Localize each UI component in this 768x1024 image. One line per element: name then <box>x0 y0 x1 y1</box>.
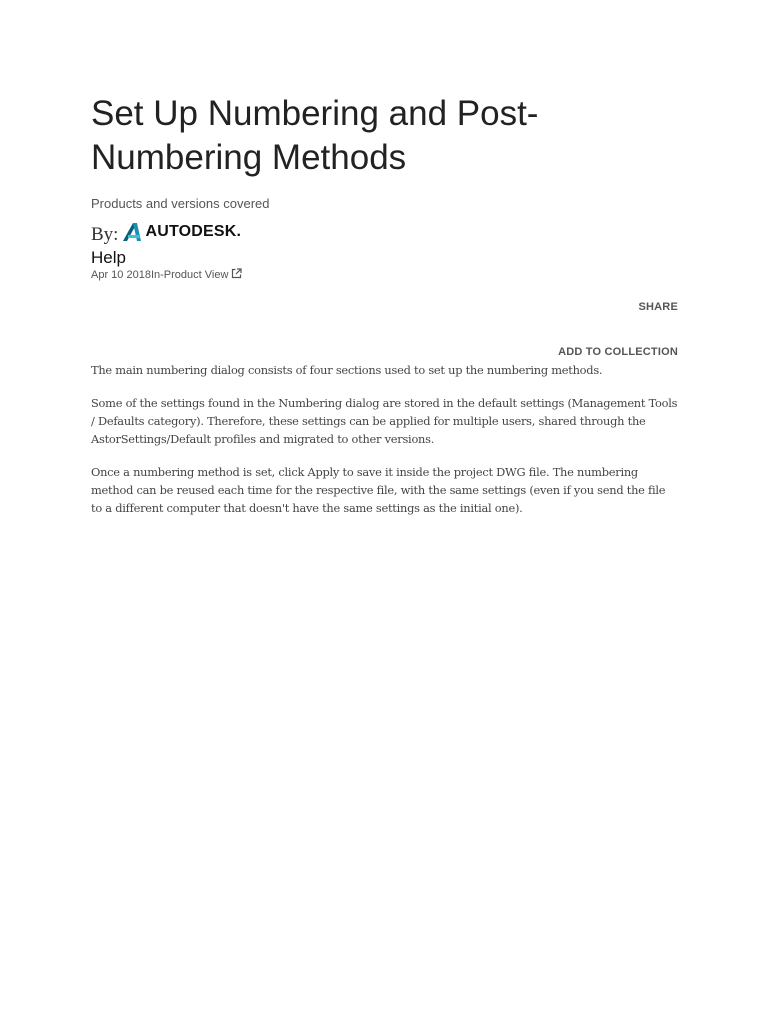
page-title: Set Up Numbering and Post-Numbering Methods <box>91 94 539 177</box>
body-paragraph: Some of the settings found in the Numbering dialog are stored in the default settings (Management Tools / Defaults category). Therefore, these settings can be applied for multiple users, shared through the AstorSettings/Default profiles and migrated to other versions. <box>91 396 678 446</box>
products-covered-link[interactable]: Products and versions covered <box>91 196 270 211</box>
autodesk-logo <box>122 222 241 242</box>
article-meta <box>91 268 242 282</box>
article-body <box>91 361 678 532</box>
external-link-icon[interactable] <box>231 268 242 282</box>
publish-date: Apr 10 2018 <box>91 269 151 281</box>
in-product-view-link[interactable]: In-Product View <box>150 269 229 281</box>
body-paragraph: The main numbering dialog consists of four sections used to set up the numbering methods. <box>91 363 603 377</box>
author-name: Help <box>91 248 126 267</box>
body-paragraph: Once a numbering method is set, click Apply to save it inside the project DWG file. The numbering method can be reused each time for the respective file, with the same settings (even if you send the file to a different computer that doesn't have the same settings as the initial one). <box>91 465 666 515</box>
autodesk-logo-text: AUTODESK. <box>145 223 242 240</box>
autodesk-logo-icon <box>122 222 142 242</box>
byline <box>91 219 241 245</box>
add-to-collection-button[interactable]: ADD TO COLLECTION <box>558 346 678 358</box>
share-button[interactable]: SHARE <box>638 301 678 313</box>
by-label: By: <box>91 224 119 245</box>
